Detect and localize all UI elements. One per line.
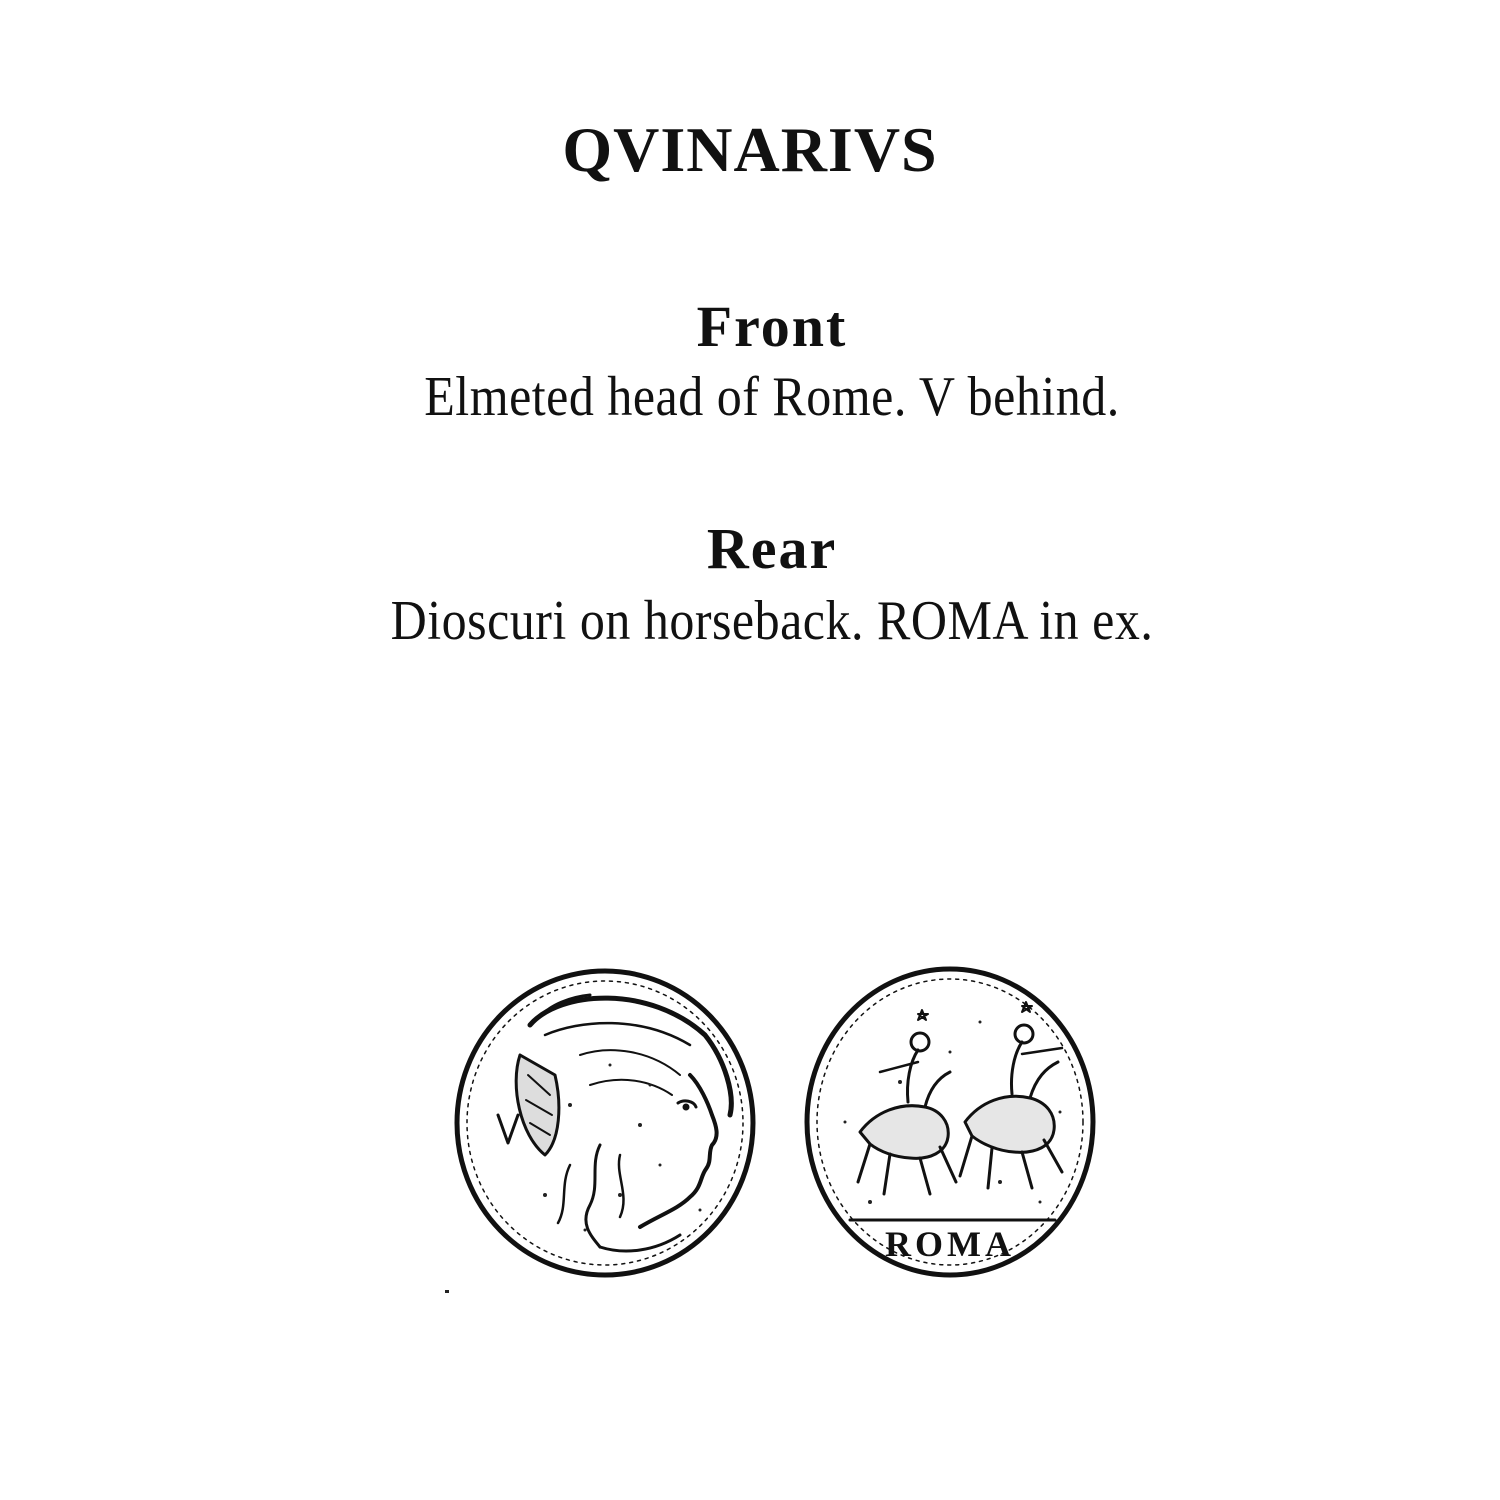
coin-dioscuri-on-horseback-icon: [800, 962, 1105, 1282]
scan-speck: [445, 1290, 449, 1293]
page-title: QVINARIVS: [562, 114, 938, 185]
coin-exergue-inscription: ROMA: [885, 1224, 1015, 1264]
rear-description: Dioscuri on horseback. ROMA in ex.: [390, 588, 1154, 652]
coin-helmeted-head-of-rome-icon: [450, 965, 765, 1285]
front-description: Elmeted head of Rome. V behind.: [424, 364, 1120, 428]
rear-heading: Rear: [706, 516, 838, 581]
front-heading: Front: [696, 294, 848, 359]
